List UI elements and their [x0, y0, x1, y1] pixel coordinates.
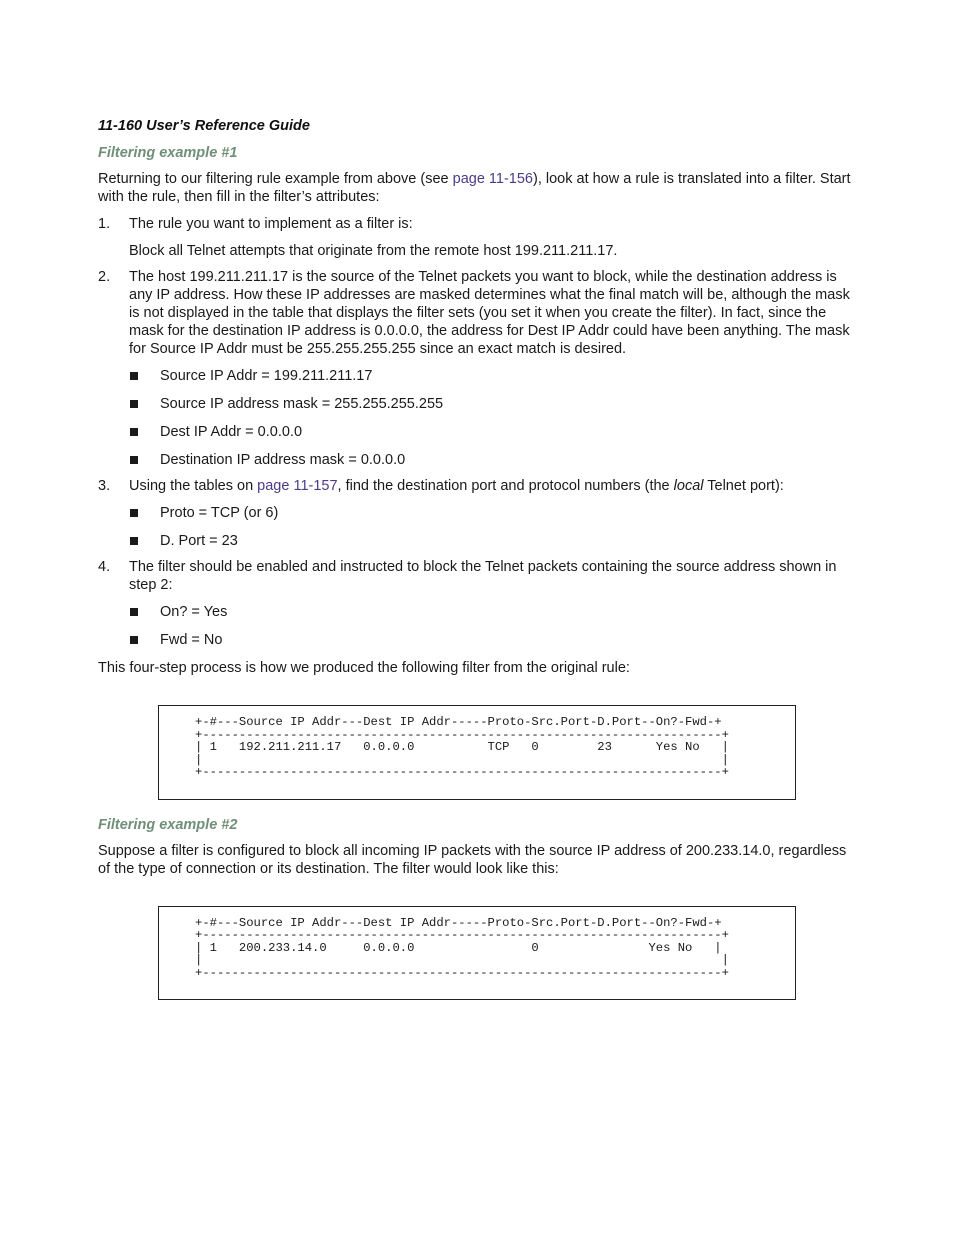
bullet-text: On? = Yes: [160, 604, 228, 620]
page-link-11-156[interactable]: page 11-156: [452, 171, 533, 187]
step-subtext: Block all Telnet attempts that originate from the remote host 199.211.211.17.: [129, 243, 618, 259]
bullet-text: Destination IP address mask = 0.0.0.0: [160, 452, 406, 468]
step-number: 1.: [98, 216, 111, 232]
running-head: 11-160 User’s Reference Guide: [98, 118, 310, 134]
list-item: [129, 423, 858, 441]
step-number: 4.: [98, 559, 111, 575]
step-text-middle: , find the destination port and protocol numbers (the: [337, 478, 674, 494]
filter-table-code: +-#---Source IP Addr---Dest IP Addr-----Proto-Src.Port-D.Port--On?-Fwd-+ +-----------------------------------------------------------------------+ | 1 200.233.14.0 0.0.0.0 0 Yes No | | | +-----------------------------------------------------------------------+: [195, 915, 729, 980]
bullet-text: Dest IP Addr = 0.0.0.0: [160, 424, 303, 440]
list-item: [129, 532, 858, 550]
step-text: The host 199.211.211.17 is the source of the Telnet packets you want to block, while the destination address is any IP address. How these IP addresses are masked determines what the final match will be, although the mask is not displayed in the table that displays the filter sets (you set it when you create the filter). In fact, since the mask for the destination IP address is 0.0.0.0, the address for Dest IP Addr could have been anything. The mask for Source IP Addr must be 255.255.255.255 since an exact match is desired.: [129, 269, 850, 357]
bullet-text: Source IP Addr = 199.211.211.17: [160, 368, 373, 384]
intro-paragraph-2: Suppose a filter is configured to block all incoming IP packets with the source IP address of 200.233.14.0, regardless of the type of connection or its destination. The filter would look like this:: [98, 842, 847, 877]
intro-text-end: ), look at how a rule is translated into a filter. Start with the rule, then fill in the filter’s attributes:: [98, 171, 851, 205]
square-bullet-icon: [130, 428, 138, 436]
step-4: [98, 558, 858, 649]
list-item: [129, 367, 858, 385]
filter-table-example-2: [158, 906, 796, 1001]
intro-text-start: Returning to our filtering rule example from above (see: [98, 171, 453, 187]
square-bullet-icon: [130, 400, 138, 408]
list-item: [129, 631, 858, 649]
square-bullet-icon: [130, 372, 138, 380]
bullet-text: Source IP address mask = 255.255.255.255: [160, 396, 444, 412]
section-heading-example-1: Filtering example #1: [98, 145, 238, 161]
page-link-11-157[interactable]: page 11-157: [257, 478, 338, 494]
list-item: [129, 395, 858, 413]
document-page: [98, 118, 858, 1017]
bullet-text: Proto = TCP (or 6): [160, 505, 279, 521]
intro-paragraph: [98, 170, 858, 206]
step-number: 2.: [98, 269, 111, 285]
step-2: [98, 268, 858, 469]
step-3: [98, 477, 858, 550]
bullet-text: D. Port = 23: [160, 533, 238, 549]
bullet-text: Fwd = No: [160, 632, 223, 648]
list-item: [129, 504, 858, 522]
filter-table-code: +-#---Source IP Addr---Dest IP Addr-----Proto-Src.Port-D.Port--On?-Fwd-+ +-----------------------------------------------------------------------+ | 1 192.211.211.17 0.0.0.0 TCP 0 23 Yes No | | | +-----------------------------------------------------------------------+: [195, 715, 729, 779]
square-bullet-icon: [130, 636, 138, 644]
list-item: [129, 603, 858, 621]
steps-list: [98, 215, 858, 649]
step-text: The rule you want to implement as a filter is:: [129, 216, 413, 232]
section-heading-example-2: Filtering example #2: [98, 816, 238, 833]
bullet-list: [129, 603, 858, 649]
step-1: [98, 215, 858, 260]
step-text: The filter should be enabled and instructed to block the Telnet packets containing the source address shown in step 2:: [129, 559, 837, 593]
bullet-list: [129, 367, 858, 469]
filter-table-example-1: [158, 705, 796, 800]
closing-paragraph: This four-step process is how we produced the following filter from the original rule:: [98, 660, 630, 676]
step-text-end: Telnet port):: [703, 478, 784, 494]
list-item: [129, 451, 858, 469]
step-text-emphasis: local: [673, 478, 704, 494]
square-bullet-icon: [130, 456, 138, 464]
step-number: 3.: [98, 478, 111, 494]
step-text-start: Using the tables on: [129, 478, 258, 494]
square-bullet-icon: [130, 509, 138, 517]
square-bullet-icon: [130, 608, 138, 616]
bullet-list: [129, 504, 858, 550]
square-bullet-icon: [130, 537, 138, 545]
